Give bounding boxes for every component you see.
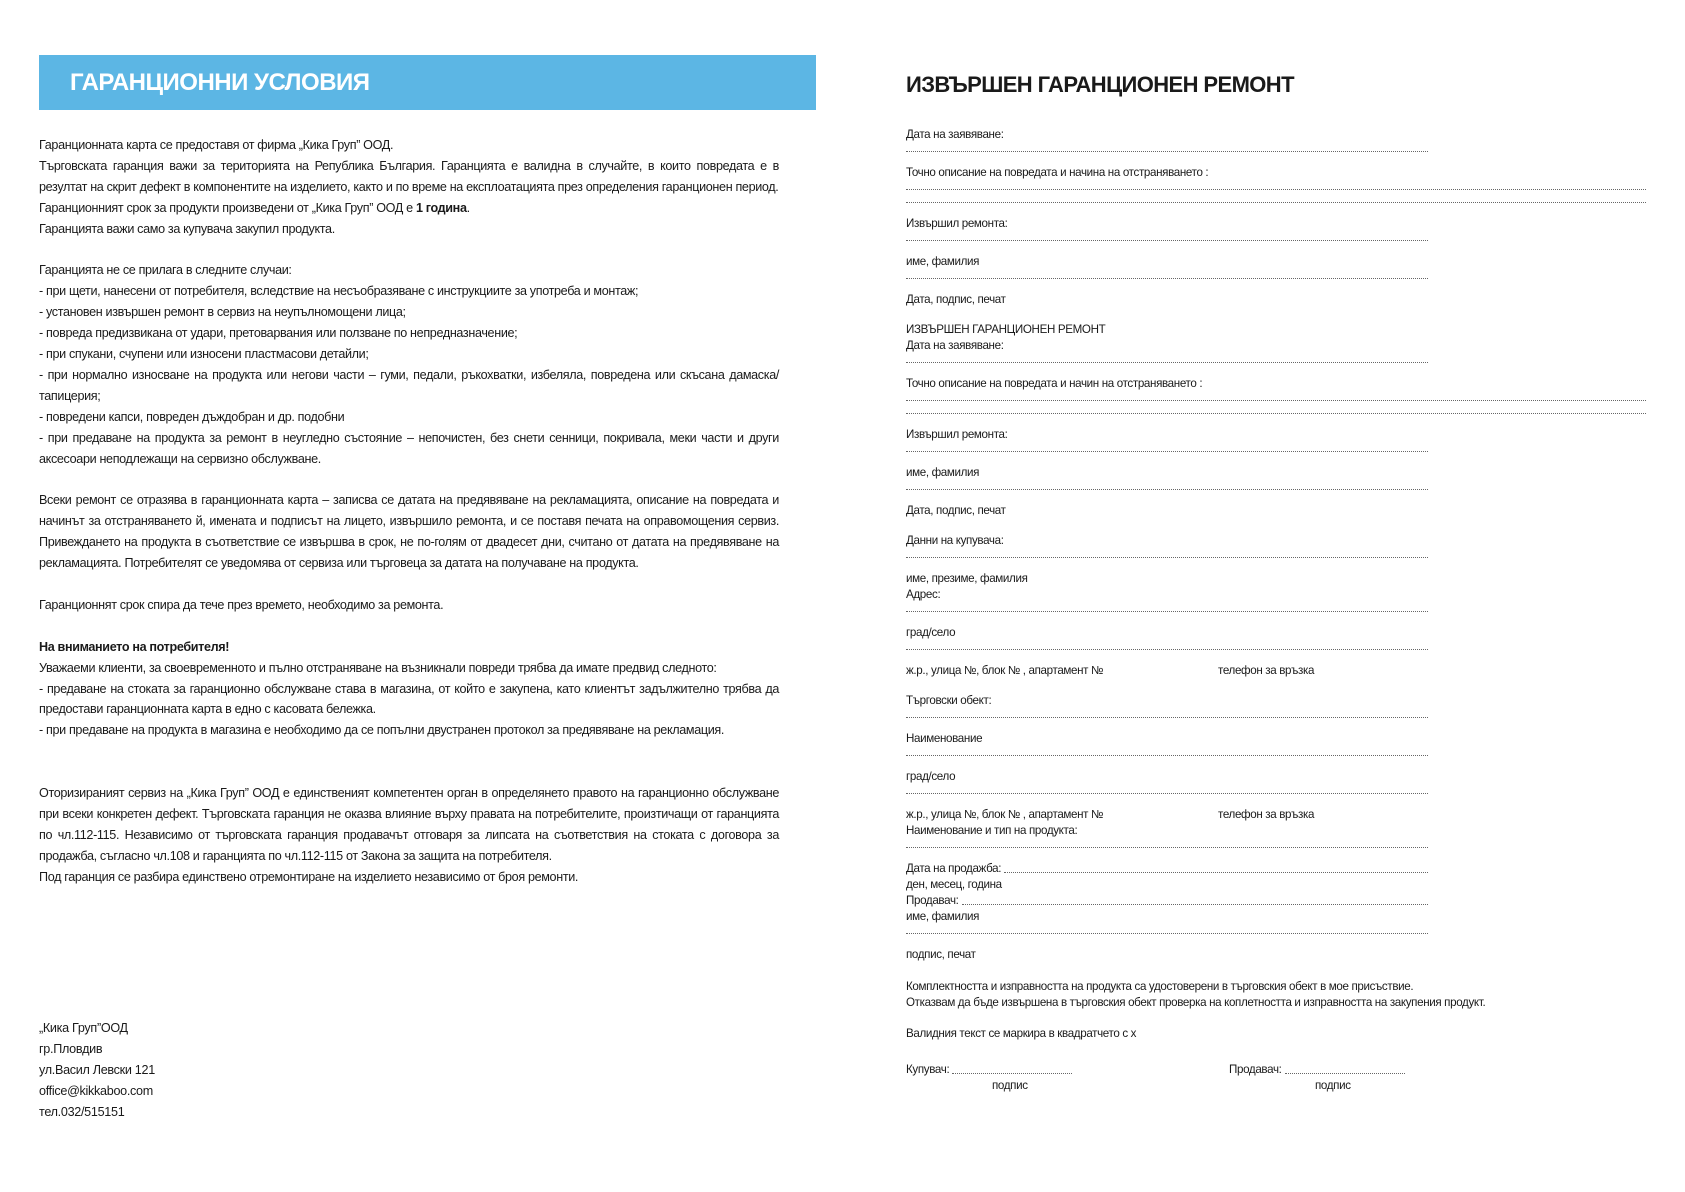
- attention-line: Уважаеми клиенти, за своевременното и пълно отстраняване на възникнали повреди трябва да имате предвид следното:: [39, 660, 717, 675]
- store-name-label: Наименование: [906, 732, 983, 745]
- repaired-by-label: Извършил ремонта:: [906, 217, 1008, 230]
- request-date-label: Дата на заявяване:: [906, 128, 1004, 141]
- buyer-street-field[interactable]: [906, 641, 1428, 650]
- attention-heading: На вниманието на потребителя!: [39, 639, 230, 654]
- buyer-address-field[interactable]: [906, 603, 1428, 612]
- exclusion-item: - при предаване на продукта за ремонт в неугледно състояние – непочистен, без снети сенници, покривала, меки части и други аксесоари неподлежащи на сервизно обслужване.: [39, 430, 779, 466]
- repaired-by-field[interactable]: [906, 232, 1428, 241]
- name-label: име, фамилия: [906, 255, 980, 268]
- repair-record-column: [906, 70, 1646, 1094]
- warranty-terms-banner: ГАРАНЦИОННИ УСЛОВИЯ: [39, 55, 816, 110]
- buyer-address-label: Адрес:: [906, 588, 941, 601]
- buyer-signature-label: Купувач:: [906, 1062, 950, 1076]
- defect-description-field[interactable]: [906, 181, 1646, 190]
- buyer-name-field[interactable]: [906, 549, 1428, 558]
- buyer-street-row: [906, 663, 1646, 679]
- seller-signature-label: Продавач:: [1229, 1062, 1282, 1076]
- company-city: гр.Пловдив: [39, 1041, 103, 1056]
- buyer-signature: [906, 1062, 1229, 1094]
- term-duration: 1 година: [415, 200, 467, 215]
- store-name-field[interactable]: [906, 709, 1428, 718]
- seller-label: Продавач:: [906, 894, 959, 907]
- warranty-terms-body: [39, 135, 779, 888]
- provider-line: Гаранционната карта се предоставя от фирма „Кика Груп” ООД.: [39, 138, 394, 152]
- repair-record-form: [906, 127, 1646, 1094]
- attention-line: - при предаване на продукта в магазина е необходимо да се попълни двустранен протокол за предявяване на рекламация.: [39, 723, 725, 738]
- company-name: „Кика Груп”ООД: [39, 1021, 128, 1035]
- date-signature-label: Дата, подпис, печат: [906, 293, 1006, 306]
- repair-paragraph: Всеки ремонт се отразява в гаранционната карта – записва се датата на предявяване на рекламацията, описание на повредата и начинът за отстраняването й, имената и подписът на лицето, извършило ремонта, и се поставя печата на оправомощения сервиз. Привеждането на продукта в съответствие се извършва в срок, не по-голям от двадесет дни, считано от датата на предявяване на рекламацията. Потребителят се уведомява от сервиза или търговеца за датата на получаване на продукта.: [39, 493, 779, 571]
- store-city-label: град/село: [906, 770, 956, 783]
- buyer-full-name-label: име, презиме, фамилия: [906, 572, 1028, 585]
- name-label: име, фамилия: [906, 466, 980, 479]
- buyer-phone-label: телефон за връзка: [1218, 664, 1315, 677]
- seller-row: [906, 893, 1428, 909]
- product-label: Наименование и тип на продукта:: [906, 824, 1078, 837]
- authorized-service-paragraph: Оторизираният сервиз на „Кика Груп” ООД е единственият компетентен орган в определянето правото на гаранционно обслужване при всеки конкретен дефект. Търговската гаранция не оказва влияние върху правата на потребителите, произтичащи от гаранцията по чл.112-115. Независимо от търговската гаранция продавачът отговаря за липсата на съответствия на стоката с договора за продажба, съгласно чл.108 и гаранцията по чл.112-115 от Закона за защита на потребителя.: [39, 786, 779, 863]
- repaired-by-field[interactable]: [906, 443, 1428, 452]
- buyer-data-label: Данни на купувача:: [906, 534, 1004, 547]
- company-email: office@kikkaboo.com: [39, 1083, 153, 1098]
- valid-text-note: Валидния текст се маркира в квадратчето с х: [906, 1027, 1137, 1040]
- seller-field[interactable]: [962, 904, 1428, 905]
- date-signature-field[interactable]: [906, 270, 1428, 279]
- completeness-note: [906, 979, 1646, 1010]
- date-signature-label: Дата, подпис, печат: [906, 504, 1006, 517]
- product-field[interactable]: [906, 839, 1428, 848]
- exclusion-item: - повредени капси, повреден дъждобран и др. подобни: [39, 409, 345, 424]
- exclusion-item: - повреда предизвикана от удари, претоварвания или ползване по непредназначение;: [39, 326, 518, 341]
- store-street-field[interactable]: [906, 785, 1428, 794]
- seller-signature: [1229, 1062, 1552, 1094]
- refusal-line: Отказвам да бъде извършена в търговския обект проверка на коплетността и изправността на закупения продукт.: [906, 995, 1486, 1009]
- company-street: ул.Васил Левски 121: [39, 1062, 155, 1077]
- date-signature-field[interactable]: [906, 481, 1428, 490]
- sale-date-hint: ден, месец, година: [906, 878, 1002, 891]
- seller-signature-field[interactable]: [1285, 1073, 1405, 1074]
- exclusion-item: - установен извършен ремонт в сервиз на неупълномощени лица;: [39, 305, 406, 320]
- signatures-row: [906, 1062, 1646, 1094]
- company-phone: тел.032/515151: [39, 1104, 125, 1119]
- seller-signature-field[interactable]: [906, 925, 1428, 934]
- attention-line: - предаване на стоката за гаранционно обслужване става в магазина, от който е закупена, като клиентът задължително трябва да предостави гаранционната карта в едно с касовата бележка.: [39, 681, 779, 717]
- warranty-terms-column: [39, 55, 816, 888]
- store-street-label: ж.р., улица №, блок № , апартамент №: [906, 808, 1104, 821]
- buyer-street-label: ж.р., улица №, блок № , апартамент №: [906, 664, 1104, 677]
- store-street-row: [906, 807, 1646, 823]
- buyer-only-line: Гаранцията важи само за купувача закупил продукта.: [39, 221, 335, 236]
- signature-stamp-hint: подпис, печат: [906, 948, 976, 961]
- defect-description-field[interactable]: [906, 405, 1646, 414]
- request-date-field[interactable]: [906, 354, 1428, 363]
- buyer-signature-field[interactable]: [952, 1073, 1072, 1074]
- repair-record-subheading: ИЗВЪРШЕН ГАРАНЦИОНЕН РЕМОНТ: [906, 323, 1106, 336]
- stop-paragraph: Гаранционнят срок спира да тече през времето, необходимо за ремонта.: [39, 597, 444, 612]
- defect-description-field[interactable]: [906, 194, 1646, 203]
- company-contact: [39, 1018, 155, 1123]
- sale-date-label: Дата на продажба:: [906, 862, 1002, 875]
- store-label: Търговски обект:: [906, 694, 992, 707]
- buyer-signature-hint: подпис: [992, 1078, 1028, 1092]
- request-date-field[interactable]: [906, 143, 1428, 152]
- repair-record-title: ИЗВЪРШЕН ГАРАНЦИОНЕН РЕМОНТ: [906, 72, 1294, 97]
- term-line: Гаранционният срок за продукти произведени от „Кика Груп” ООД е 1 година.: [39, 200, 470, 215]
- sale-date-row: [906, 861, 1428, 877]
- exclusion-item: - при спукани, счупени или износени пластмасови детайли;: [39, 347, 369, 362]
- territory-paragraph: Търговската гаранция важи за територията на Република България. Гаранцията е валидна в случайте, в които повредата е в резултат на скрит дефект в компонентите на изделието, както и по време на експлоатацията през определения гаранционен период.: [39, 158, 779, 194]
- sale-date-field[interactable]: [1004, 872, 1428, 873]
- completeness-line: Комплектността и изправността на продукта са удостоверени в търговския обект в мое присъствие.: [906, 980, 1414, 993]
- defect-description-label: Точно описание на повредата и начина на отстраняването :: [906, 166, 1209, 179]
- defect-description-field[interactable]: [906, 392, 1646, 401]
- exclusions-intro: Гаранцията не се прилага в следните случаи:: [39, 263, 292, 278]
- buyer-city-label: град/село: [906, 626, 956, 639]
- request-date-label: Дата на заявяване:: [906, 339, 1004, 352]
- defect-description-label: Точно описание на повредата и начин на отстраняването :: [906, 377, 1203, 390]
- store-city-field[interactable]: [906, 747, 1428, 756]
- store-phone-label: телефон за връзка: [1218, 808, 1315, 821]
- repaired-by-label: Извършил ремонта:: [906, 428, 1008, 441]
- seller-name-hint: име, фамилия: [906, 910, 980, 923]
- exclusion-item: - при нормално износване на продукта или негови части – гуми, педали, ръкохватки, избеляла, повредена или скъсана дамаска/ тапицерия;: [39, 367, 779, 403]
- seller-signature-hint: подпис: [1315, 1078, 1351, 1092]
- repair-only-line: Под гаранция се разбира единствено отремонтиране на изделието независимо от броя ремонти.: [39, 869, 579, 884]
- exclusion-item: - при щети, нанесени от потребителя, вследствие на несъобразяване с инструкциите за употреба и монтаж;: [39, 284, 639, 299]
